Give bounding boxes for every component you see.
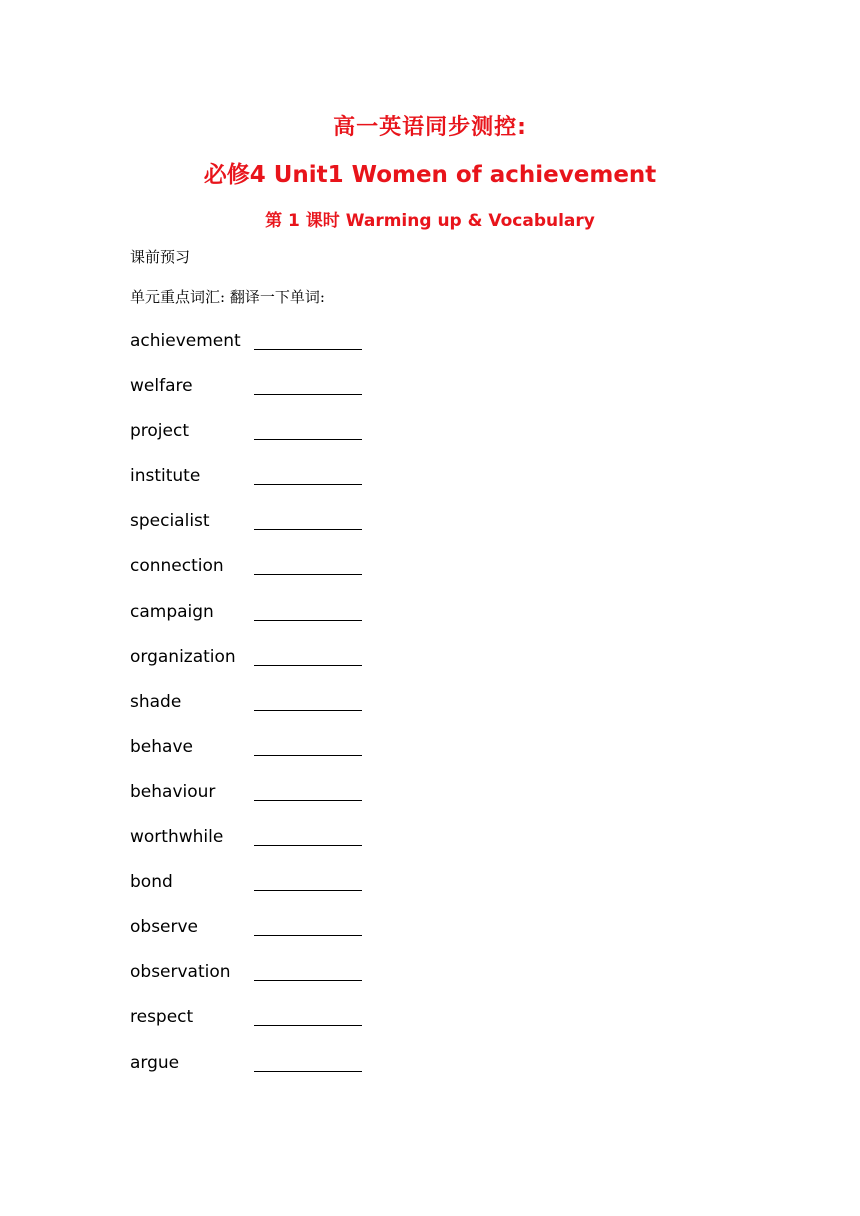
vocab-word: behave [130, 736, 193, 757]
answer-blank[interactable] [254, 465, 362, 485]
document-title: 高一英语同步测控: [333, 115, 527, 140]
answer-blank[interactable] [254, 420, 362, 440]
answer-blank[interactable] [254, 1006, 362, 1026]
vocab-word: specialist [130, 511, 210, 532]
vocab-word: bond [130, 872, 173, 893]
vocabulary-list [130, 330, 430, 1097]
answer-blank[interactable] [254, 916, 362, 936]
vocab-word: respect [130, 1007, 194, 1028]
vocab-word: argue [130, 1052, 180, 1073]
answer-blank[interactable] [254, 555, 362, 575]
vocab-word: welfare [130, 376, 193, 397]
vocab-row [130, 465, 430, 510]
vocab-row [130, 330, 430, 375]
vocab-row [130, 555, 430, 600]
vocab-row [130, 1006, 430, 1051]
answer-blank[interactable] [254, 510, 362, 530]
vocab-row [130, 646, 430, 691]
vocab-word: observe [130, 917, 199, 938]
vocab-row [130, 691, 430, 736]
vocab-row [130, 736, 430, 781]
vocab-row [130, 916, 430, 961]
vocab-word: project [130, 421, 190, 442]
answer-blank[interactable] [254, 781, 362, 801]
vocab-word: achievement [130, 331, 241, 351]
answer-blank[interactable] [254, 961, 362, 981]
vocab-row [130, 871, 430, 916]
lesson-title: 第 1 课时 Warming up & Vocabulary [265, 211, 595, 231]
preview-label: 课前预习 [130, 248, 191, 266]
instruction-text: 单元重点词汇: 翻译一下单词: [130, 288, 325, 306]
vocab-word: shade [130, 691, 182, 712]
vocab-row [130, 781, 430, 826]
answer-blank[interactable] [254, 871, 362, 891]
answer-blank[interactable] [254, 375, 362, 395]
vocab-word: worthwhile [130, 827, 224, 848]
document-subtitle: 必修4 Unit1 Women of achievement [203, 162, 657, 188]
vocab-row [130, 375, 430, 420]
answer-blank[interactable] [254, 691, 362, 711]
answer-blank[interactable] [254, 736, 362, 756]
vocab-row [130, 1052, 430, 1097]
vocab-row [130, 961, 430, 1006]
answer-blank[interactable] [254, 330, 362, 350]
vocab-word: observation [130, 962, 231, 983]
answer-blank[interactable] [254, 601, 362, 621]
vocab-row [130, 510, 430, 555]
answer-blank[interactable] [254, 1052, 362, 1072]
vocab-word: behaviour [130, 781, 216, 802]
vocab-word: institute [130, 466, 201, 487]
answer-blank[interactable] [254, 826, 362, 846]
vocab-word: connection [130, 556, 224, 577]
vocab-row [130, 826, 430, 871]
vocab-row [130, 420, 430, 465]
vocab-word: campaign [130, 601, 214, 622]
vocab-row [130, 601, 430, 646]
answer-blank[interactable] [254, 646, 362, 666]
vocab-word: organization [130, 646, 236, 667]
